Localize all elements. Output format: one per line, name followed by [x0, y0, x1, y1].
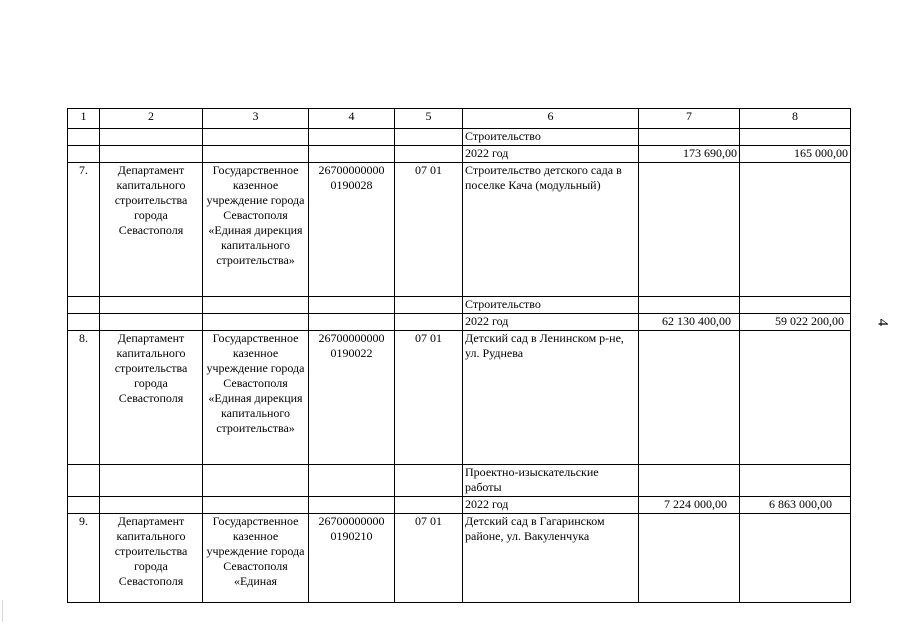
section-code-cell: 07 01 [395, 514, 463, 603]
empty-cell [309, 146, 395, 163]
empty-cell [395, 497, 463, 514]
amount-col8-cell: 59 022 200,00 [740, 314, 851, 331]
recipient-cell: Государственное казенное учреждение города Севастополя «Единая дирекция капитального строительства» [203, 331, 309, 465]
department-cell: Департамент капитального строительства города Севастополя [100, 163, 203, 297]
header-cell-5: 5 [395, 109, 463, 129]
object-name-cell: Детский сад в Ленинском р-не, ул. Руднева [463, 331, 639, 465]
recipient-cell: Государственное казенное учреждение города Севастополя «Единая дирекция капитального строительства» [203, 163, 309, 297]
work-type-cell: Строительство [463, 129, 639, 146]
amount-col8-cell: 6 863 000,00 [740, 497, 851, 514]
header-cell-6: 6 [463, 109, 639, 129]
budget-code-cell: 26700000000 0190210 [309, 514, 395, 603]
object-name-cell: Строительство детского сада в поселке Кача (модульный) [463, 163, 639, 297]
table-row [68, 146, 851, 163]
section-code-cell: 07 01 [395, 331, 463, 465]
amount-col7-cell: 62 130 400,00 [639, 314, 740, 331]
empty-cell [68, 129, 100, 146]
empty-cell [639, 514, 740, 603]
empty-cell [100, 314, 203, 331]
budget-code-cell: 26700000000 0190022 [309, 331, 395, 465]
row-number-cell: 7. [68, 163, 100, 297]
header-row [68, 109, 851, 129]
empty-cell [309, 297, 395, 314]
budget-code-cell: 26700000000 0190028 [309, 163, 395, 297]
empty-cell [203, 297, 309, 314]
row-number-cell: 9. [68, 514, 100, 603]
budget-table [67, 108, 851, 603]
empty-cell [100, 465, 203, 497]
empty-cell [68, 297, 100, 314]
amount-col7-cell: 7 224 000,00 [639, 497, 740, 514]
empty-cell [100, 129, 203, 146]
table-row [68, 163, 851, 297]
empty-cell [100, 297, 203, 314]
empty-cell [639, 297, 740, 314]
page-number: 4 [874, 318, 891, 327]
empty-cell [203, 497, 309, 514]
header-cell-1: 1 [68, 109, 100, 129]
empty-cell [100, 497, 203, 514]
empty-cell [395, 297, 463, 314]
empty-cell [203, 129, 309, 146]
year-cell: 2022 год [463, 146, 639, 163]
empty-cell [68, 497, 100, 514]
table-row [68, 314, 851, 331]
header-cell-7: 7 [639, 109, 740, 129]
work-type-cell: Строительство [463, 297, 639, 314]
empty-cell [639, 129, 740, 146]
table-row [68, 465, 851, 497]
amount-col8-cell: 165 000,00 [740, 146, 851, 163]
table-row [68, 514, 851, 603]
empty-cell [309, 465, 395, 497]
empty-cell [740, 514, 851, 603]
department-cell: Департамент капитального строительства города Севастополя [100, 331, 203, 465]
empty-cell [68, 314, 100, 331]
empty-cell [395, 146, 463, 163]
empty-cell [68, 465, 100, 497]
empty-cell [639, 163, 740, 297]
empty-cell [203, 146, 309, 163]
table-row [68, 129, 851, 146]
work-type-cell: Проектно-изыскательские работы [463, 465, 639, 497]
recipient-cell: Государственное казенное учреждение города Севастополя «Единая [203, 514, 309, 603]
empty-cell [395, 129, 463, 146]
empty-cell [395, 465, 463, 497]
empty-cell [740, 465, 851, 497]
empty-cell [203, 314, 309, 331]
empty-cell [395, 314, 463, 331]
empty-cell [100, 146, 203, 163]
year-cell: 2022 год [463, 314, 639, 331]
empty-cell [68, 146, 100, 163]
empty-cell [740, 297, 851, 314]
empty-cell [203, 465, 309, 497]
section-code-cell: 07 01 [395, 163, 463, 297]
department-cell: Департамент капитального строительства города Севастополя [100, 514, 203, 603]
empty-cell [639, 331, 740, 465]
row-number-cell: 8. [68, 331, 100, 465]
table-row [68, 297, 851, 314]
empty-cell [740, 163, 851, 297]
table-row [68, 331, 851, 465]
header-cell-4: 4 [309, 109, 395, 129]
empty-cell [740, 129, 851, 146]
empty-cell [309, 129, 395, 146]
empty-cell [740, 331, 851, 465]
empty-cell [309, 497, 395, 514]
empty-cell [309, 314, 395, 331]
header-cell-2: 2 [100, 109, 203, 129]
amount-col7-cell: 173 690,00 [639, 146, 740, 163]
header-cell-3: 3 [203, 109, 309, 129]
empty-cell [639, 465, 740, 497]
object-name-cell: Детский сад в Гагаринском районе, ул. Вакуленчука [463, 514, 639, 603]
year-cell: 2022 год [463, 497, 639, 514]
header-cell-8: 8 [740, 109, 851, 129]
table-row [68, 497, 851, 514]
scan-artifact [2, 600, 3, 622]
